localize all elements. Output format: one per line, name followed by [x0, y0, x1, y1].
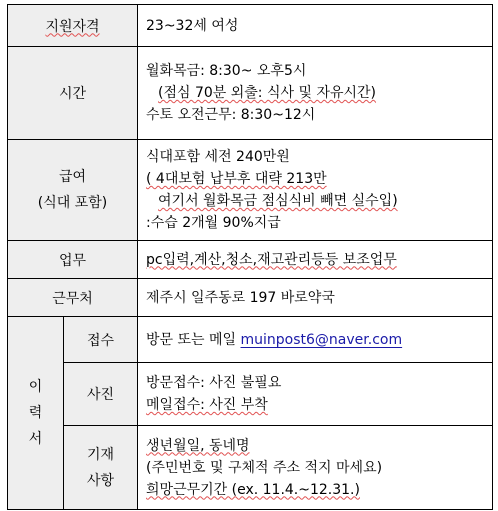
salary-line-3: 여기서 월화목금 점심식비 빼면 실수입)	[158, 193, 398, 209]
row-duties	[8, 241, 493, 279]
email-link[interactable]: muinpost6@naver.com	[240, 331, 403, 348]
entries-line-3: 희망근무기간 (ex. 11.4.~12.31.)	[146, 481, 360, 498]
salary-line-4: :수습 2개월 90%지급	[146, 215, 281, 231]
row-qualification	[8, 5, 493, 47]
hours-line-3: 수토 오전근무: 8:30~12시	[146, 107, 316, 123]
job-posting-table	[7, 4, 493, 510]
workplace-header: 근무처	[8, 279, 138, 317]
entries-header-line-2: 사항	[86, 472, 115, 489]
duties-value: pc입력,계산,청소,재고관리등등 보조업무	[138, 241, 493, 279]
row-receipt	[8, 317, 493, 363]
row-hours	[8, 47, 493, 140]
salary-value	[138, 140, 493, 241]
resume-header-text	[29, 374, 43, 452]
salary-header	[8, 140, 138, 241]
receipt-prefix: 방문 또는 메일	[146, 331, 237, 348]
salary-line-1: 식대포함 세전 240만원	[146, 149, 290, 165]
duties-header: 업무	[8, 241, 138, 279]
salary-line-2: ( 4대보험 납부후 대략 213만	[146, 171, 327, 187]
entries-header-line-1: 기재	[86, 446, 115, 463]
row-salary	[8, 140, 493, 241]
hours-value	[138, 47, 493, 140]
resume-header-char-2: 력	[28, 405, 43, 421]
entries-value	[138, 426, 493, 510]
salary-header-title: 급여	[58, 169, 87, 185]
hours-line-1: 월화목금: 8:30~ 오후5시	[146, 63, 307, 79]
entries-line-1: 생년월일, 동네명	[146, 437, 250, 454]
photo-line-1: 방문접수: 사진 불필요	[146, 375, 282, 391]
entries-header	[64, 426, 138, 510]
salary-header-note: (식대 포함)	[37, 195, 108, 211]
receipt-value	[138, 317, 493, 363]
row-entries	[8, 426, 493, 510]
row-workplace	[8, 279, 493, 317]
photo-line-2: 메일접수: 사진 부착	[146, 397, 268, 413]
qualification-value: 23~32세 여성	[138, 5, 493, 47]
receipt-header: 접수	[64, 317, 138, 363]
qualification-header: 지원자격	[8, 5, 138, 47]
resume-header-char-1: 이	[28, 379, 43, 395]
photo-value	[138, 363, 493, 426]
photo-header: 사진	[64, 363, 138, 426]
resume-header	[8, 317, 64, 510]
hours-header: 시간	[8, 47, 138, 140]
row-photo	[8, 363, 493, 426]
entries-line-2: (주민번호 및 구체적 주소 적지 마세요)	[146, 459, 383, 476]
hours-line-2: (점심 70분 외출: 식사 및 자유시간)	[158, 85, 377, 101]
resume-header-char-3: 서	[28, 431, 43, 447]
workplace-value: 제주시 일주동로 197 바로약국	[138, 279, 493, 317]
